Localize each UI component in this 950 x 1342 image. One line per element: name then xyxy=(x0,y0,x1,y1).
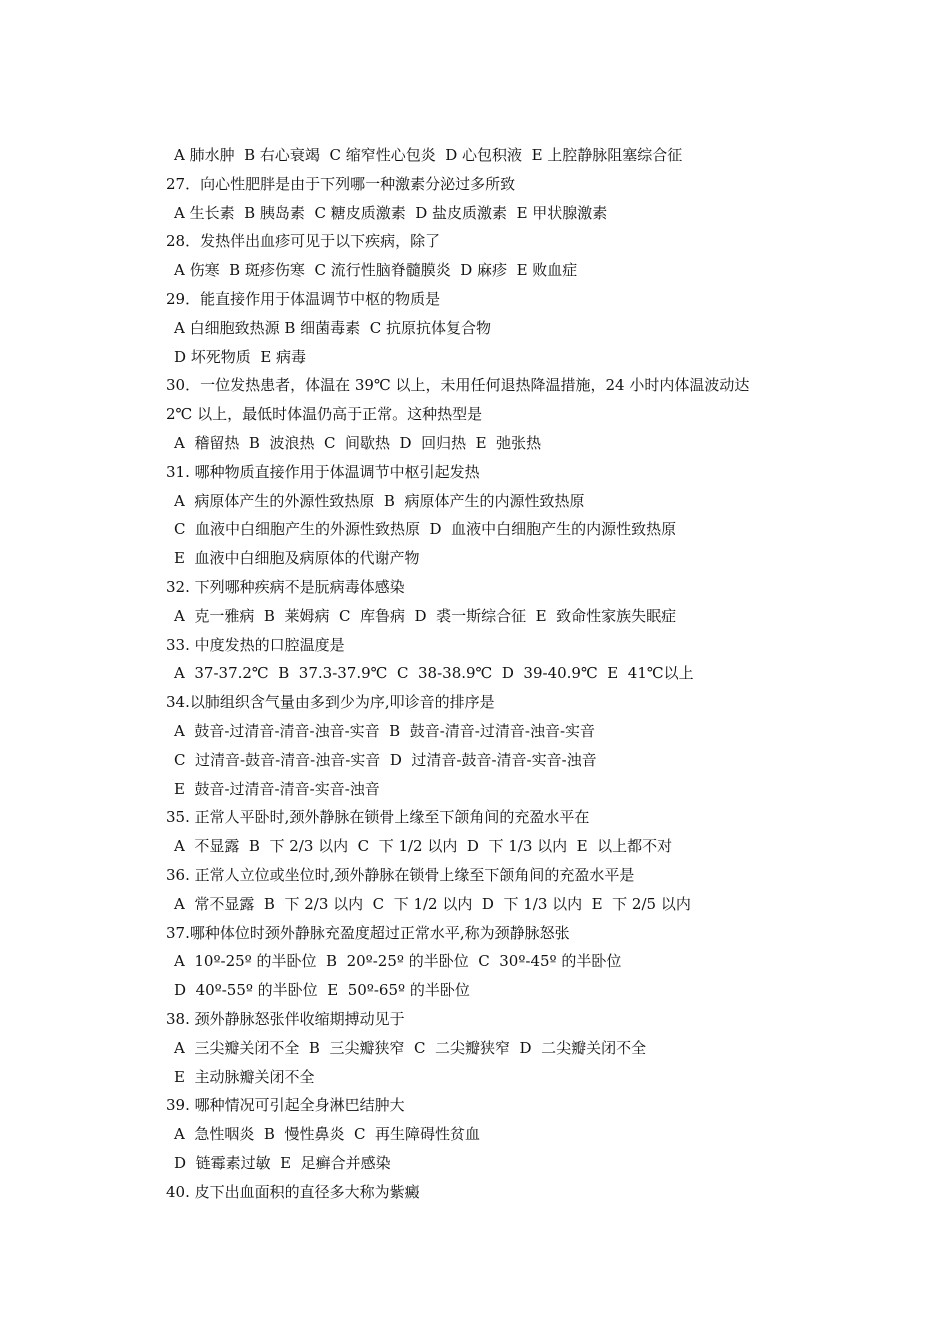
question-stem: 40. 皮下出血面积的直径多大称为紫癜 xyxy=(166,1182,420,1201)
question-list xyxy=(166,141,806,1206)
answer-options-line: E 主动脉瓣关闭不全 xyxy=(174,1067,315,1086)
answer-options-line: C 过清音-鼓音-清音-浊音-实音 D 过清音-鼓音-清音-实音-浊音 xyxy=(174,750,597,769)
answer-options-line: A 病原体产生的外源性致热原 B 病原体产生的内源性致热原 xyxy=(174,491,585,510)
answer-options-line: D 坏死物质 E 病毒 xyxy=(174,347,307,366)
answer-options-line: A 10º-25º 的半卧位 B 20º-25º 的半卧位 C 30º-45º 的半卧位 xyxy=(174,952,622,971)
answer-options-line: A 稽留热 B 波浪热 C 间歇热 D 回归热 E 弛张热 xyxy=(174,433,542,452)
answer-options-line: D 40º-55º 的半卧位 E 50º-65º 的半卧位 xyxy=(174,981,470,1000)
answer-options-line: A 肺水肿 B 右心衰竭 C 缩窄性心包炎 D 心包积液 E 上腔静脉阻塞综合征 xyxy=(174,146,683,164)
answer-options-line: A 生长素 B 胰岛素 C 糖皮质激素 D 盐皮质激素 E 甲状腺激素 xyxy=(174,203,608,222)
answer-options-line: A 白细胞致热源 B 细菌毒素 C 抗原抗体复合物 xyxy=(174,318,491,337)
answer-options-line: A 鼓音-过清音-清音-浊音-实音 B 鼓音-清音-过清音-浊音-实音 xyxy=(174,721,596,740)
question-stem: 35. 正常人平卧时,颈外静脉在锁骨上缘至下颌角间的充盈水平在 xyxy=(166,808,590,827)
question-stem: 34.以肺组织含气量由多到少为序,叩诊音的排序是 xyxy=(166,693,495,712)
answer-options-line: A 常不显露 B 下 2/3 以内 C 下 1/2 以内 D 下 1/3 以内 E 下 2/5 以内 xyxy=(174,894,691,913)
question-stem: 33. 中度发热的口腔温度是 xyxy=(166,635,345,654)
answer-options-line: D 链霉素过敏 E 足癣合并感染 xyxy=(174,1153,391,1172)
question-stem: 2℃ 以上，最低时体温仍高于正常。这种热型是 xyxy=(166,405,483,424)
question-stem: 38. 颈外静脉怒张伴收缩期搏动见于 xyxy=(166,1009,405,1028)
question-stem: 28．发热伴出血疹可见于以下疾病，除了 xyxy=(166,232,441,251)
answer-options-line: A 伤寒 B 斑疹伤寒 C 流行性脑脊髓膜炎 D 麻疹 E 败血症 xyxy=(174,261,578,280)
question-stem: 27．向心性肥胖是由于下列哪一种激素分泌过多所致 xyxy=(166,174,516,193)
question-stem: 37.哪种体位时颈外静脉充盈度超过正常水平,称为颈静脉怒张 xyxy=(166,923,570,942)
answer-options-line: A 三尖瓣关闭不全 B 三尖瓣狭窄 C 二尖瓣狭窄 D 二尖瓣关闭不全 xyxy=(174,1038,647,1057)
question-stem: 39. 哪种情况可引起全身淋巴结肿大 xyxy=(166,1096,405,1115)
question-stem: 30．一位发热患者，体温在 39℃ 以上，未用任何退热降温措施，24 小时内体温波动达 xyxy=(166,376,750,395)
question-stem: 32. 下列哪种疾病不是朊病毒体感染 xyxy=(166,577,405,596)
answer-options-line: E 鼓音-过清音-清音-实音-浊音 xyxy=(174,779,380,798)
answer-options-line: E 血液中白细胞及病原体的代谢产物 xyxy=(174,549,420,568)
answer-options-line: A 急性咽炎 B 慢性鼻炎 C 再生障碍性贫血 xyxy=(174,1125,481,1144)
answer-options-line: A 37-37.2℃ B 37.3-37.9℃ C 38-38.9℃ D 39-40.9℃ E 41℃以上 xyxy=(174,664,694,683)
question-stem: 31. 哪种物质直接作用于体温调节中枢引起发热 xyxy=(166,462,480,481)
question-stem: 36. 正常人立位或坐位时,颈外静脉在锁骨上缘至下颌角间的充盈水平是 xyxy=(166,865,635,884)
question-stem: 29．能直接作用于体温调节中枢的物质是 xyxy=(166,289,441,308)
answer-options-line: C 血液中白细胞产生的外源性致热原 D 血液中白细胞产生的内源性致热原 xyxy=(174,520,677,539)
answer-options-line: A 不显露 B 下 2/3 以内 C 下 1/2 以内 D 下 1/3 以内 E 以上都不对 xyxy=(174,837,673,856)
answer-options-line: A 克一雅病 B 莱姆病 C 库鲁病 D 裘一斯综合征 E 致命性家族失眠症 xyxy=(174,606,677,625)
